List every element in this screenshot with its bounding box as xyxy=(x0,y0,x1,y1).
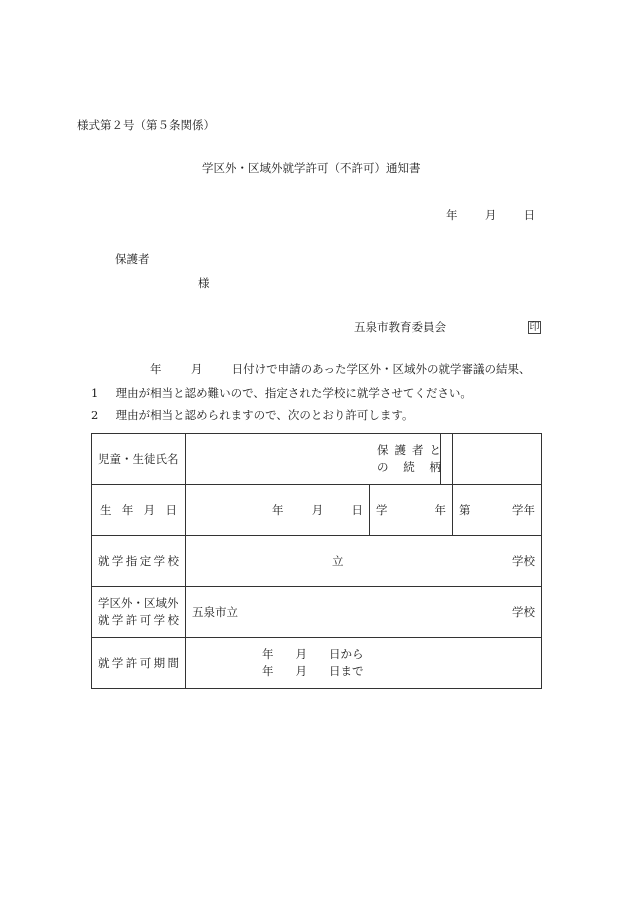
date-day: 日 xyxy=(523,208,536,222)
item-number: 1 xyxy=(91,386,99,400)
birthdate-label: 生年月日 xyxy=(92,485,186,536)
table-row xyxy=(92,485,542,536)
recipient-label: 保護者 xyxy=(115,252,150,266)
list-item xyxy=(91,385,472,401)
designated-school-value: 立 学校 xyxy=(186,536,542,587)
item-number: 2 xyxy=(91,408,99,422)
intro-line xyxy=(150,361,531,377)
guardian-relation-value xyxy=(453,434,542,485)
table-row xyxy=(92,434,542,485)
date-year: 年 xyxy=(446,208,458,222)
permitted-school-value: 五泉市立 学校 xyxy=(186,587,542,638)
grade-year-cell: 学 年 xyxy=(370,485,453,536)
date-month: 月 xyxy=(484,208,497,222)
period-value: 年 月 日から 年 月 日まで xyxy=(186,638,542,689)
form-number: 様式第２号（第５条関係） xyxy=(77,118,215,132)
table-row xyxy=(92,536,542,587)
item-text: 理由が相当と認められますので、次のとおり許可します。 xyxy=(115,408,414,422)
permit-table xyxy=(91,433,542,689)
list-item xyxy=(91,407,414,423)
recipient-honorific: 様 xyxy=(198,276,210,290)
item-text: 理由が相当と認め難いので、指定された学校に就学させてください。 xyxy=(115,386,472,400)
intro-year: 年 xyxy=(150,362,162,376)
grade-cell: 第 学年 xyxy=(453,485,542,536)
table-row xyxy=(92,638,542,689)
student-name-label: 児童・生徒氏名 xyxy=(92,434,186,485)
period-label: 就学許可期間 xyxy=(92,638,186,689)
date-line xyxy=(446,207,535,223)
birthdate-value: 年 月 日 xyxy=(186,485,370,536)
issuer-name: 五泉市教育委員会 xyxy=(354,320,446,334)
seal-mark: 印 xyxy=(529,322,540,333)
designated-school-label: 就学指定学校 xyxy=(92,536,186,587)
table-row xyxy=(92,587,542,638)
document-title: 学区外・区域外就学許可（不許可）通知書 xyxy=(202,161,421,175)
intro-text: 日付けで申請のあった学区外・区域外の就学審議の結果、 xyxy=(231,362,531,376)
intro-month: 月 xyxy=(190,362,203,376)
guardian-relation-label xyxy=(441,434,453,485)
guardian-relation-text: 保護者と の続柄 xyxy=(377,443,441,474)
permitted-school-label: 学区外・区域外 就学許可学校 xyxy=(92,587,186,638)
